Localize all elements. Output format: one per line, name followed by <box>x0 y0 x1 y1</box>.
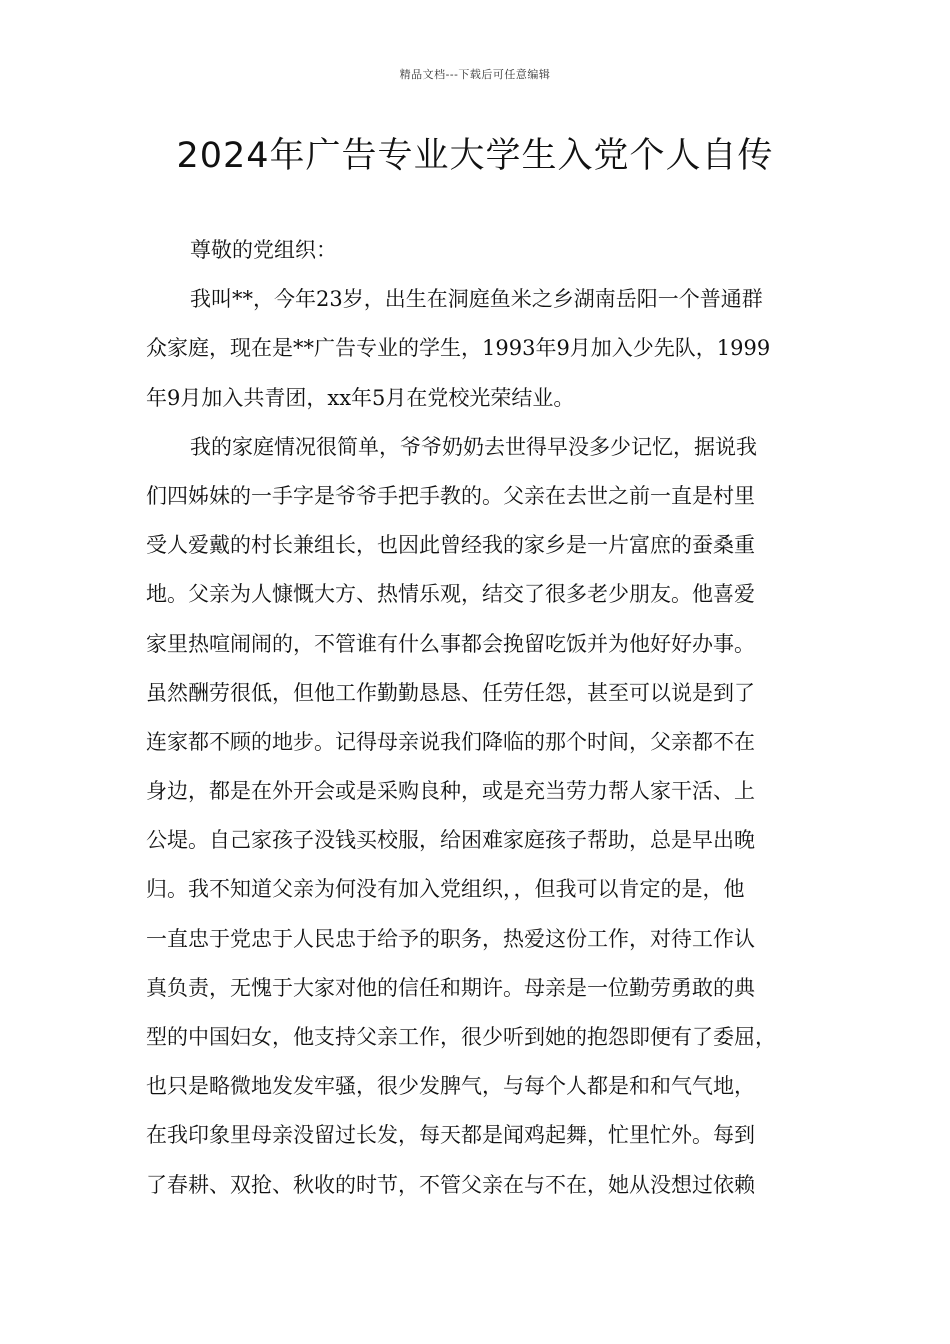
paragraph-2 <box>146 423 822 1210</box>
paragraph-line: 受人爱戴的村长兼组长，也因此曾经我的家乡是一片富庶的蚕桑重 <box>146 533 755 558</box>
paragraph-1 <box>146 275 822 423</box>
paragraph-line: 们四姊妹的一手字是爷爷手把手教的。父亲在去世之前一直是村里 <box>146 483 755 508</box>
paragraph-line: 一直忠于党忠于人民忠于给予的职务，热爱这份工作，对待工作认 <box>146 926 755 951</box>
paragraph-line: 归。我不知道父亲为何没有加入党组织，，但我可以肯定的是，他 <box>146 877 745 902</box>
paragraph-line: 公堤。自己家孩子没钱买校服，给困难家庭孩子帮助，总是早出晚 <box>146 828 755 853</box>
paragraph-line: 真负责，无愧于大家对他的信任和期许。母亲是一位勤劳勇敢的典 <box>146 975 755 1000</box>
salutation: 尊敬的党组织： <box>190 238 337 262</box>
paragraph-line: 在我印象里母亲没留过长发，每天都是闻鸡起舞，忙里忙外。每到 <box>146 1123 755 1148</box>
paragraph-line: 了春耕、双抢、秋收的时节，不管父亲在与不在，她从没想过依赖 <box>146 1172 755 1197</box>
paragraph-line: 众家庭，现在是**广告专业的学生，1993年9月加入少先队，1999 <box>146 336 771 361</box>
paragraph-line: 年9月加入共青团，xx年5月在党校光荣结业。 <box>146 385 575 410</box>
paragraph-line: 连家都不顾的地步。记得母亲说我们降临的那个时间，父亲都不在 <box>146 729 755 754</box>
paragraph-line: 我叫**，今年23岁，出生在洞庭鱼米之乡湖南岳阳一个普通群 <box>190 287 763 312</box>
paragraph-line: 我的家庭情况很简单，爷爷奶奶去世得早没多少记忆，据说我 <box>190 434 757 459</box>
paragraph-line: 型的中国妇女，他支持父亲工作，很少听到她的抱怨即便有了委屈， <box>146 1025 776 1049</box>
paragraph-line: 地。父亲为人慷慨大方、热情乐观，结交了很多老少朋友。他喜爱 <box>146 582 755 607</box>
paragraph-line: 身边，都是在外开会或是采购良种，或是充当劳力帮人家干活、上 <box>146 779 755 804</box>
document-title: 2024年广告专业大学生入党个人自传 <box>176 136 774 176</box>
paragraph-line: 也只是略微地发发牢骚，很少发脾气，与每个人都是和和气气地， <box>146 1074 755 1099</box>
paragraph-line: 家里热喧闹闹的，不管谁有什么事都会挽留吃饭并为他好好办事。 <box>146 631 755 656</box>
paragraph-line: 虽然酬劳很低，但他工作勤勤恳恳、任劳任怨，甚至可以说是到了 <box>146 680 755 705</box>
header-note: 精品文档---下载后可任意编辑 <box>399 68 551 81</box>
document-body <box>146 226 822 1210</box>
